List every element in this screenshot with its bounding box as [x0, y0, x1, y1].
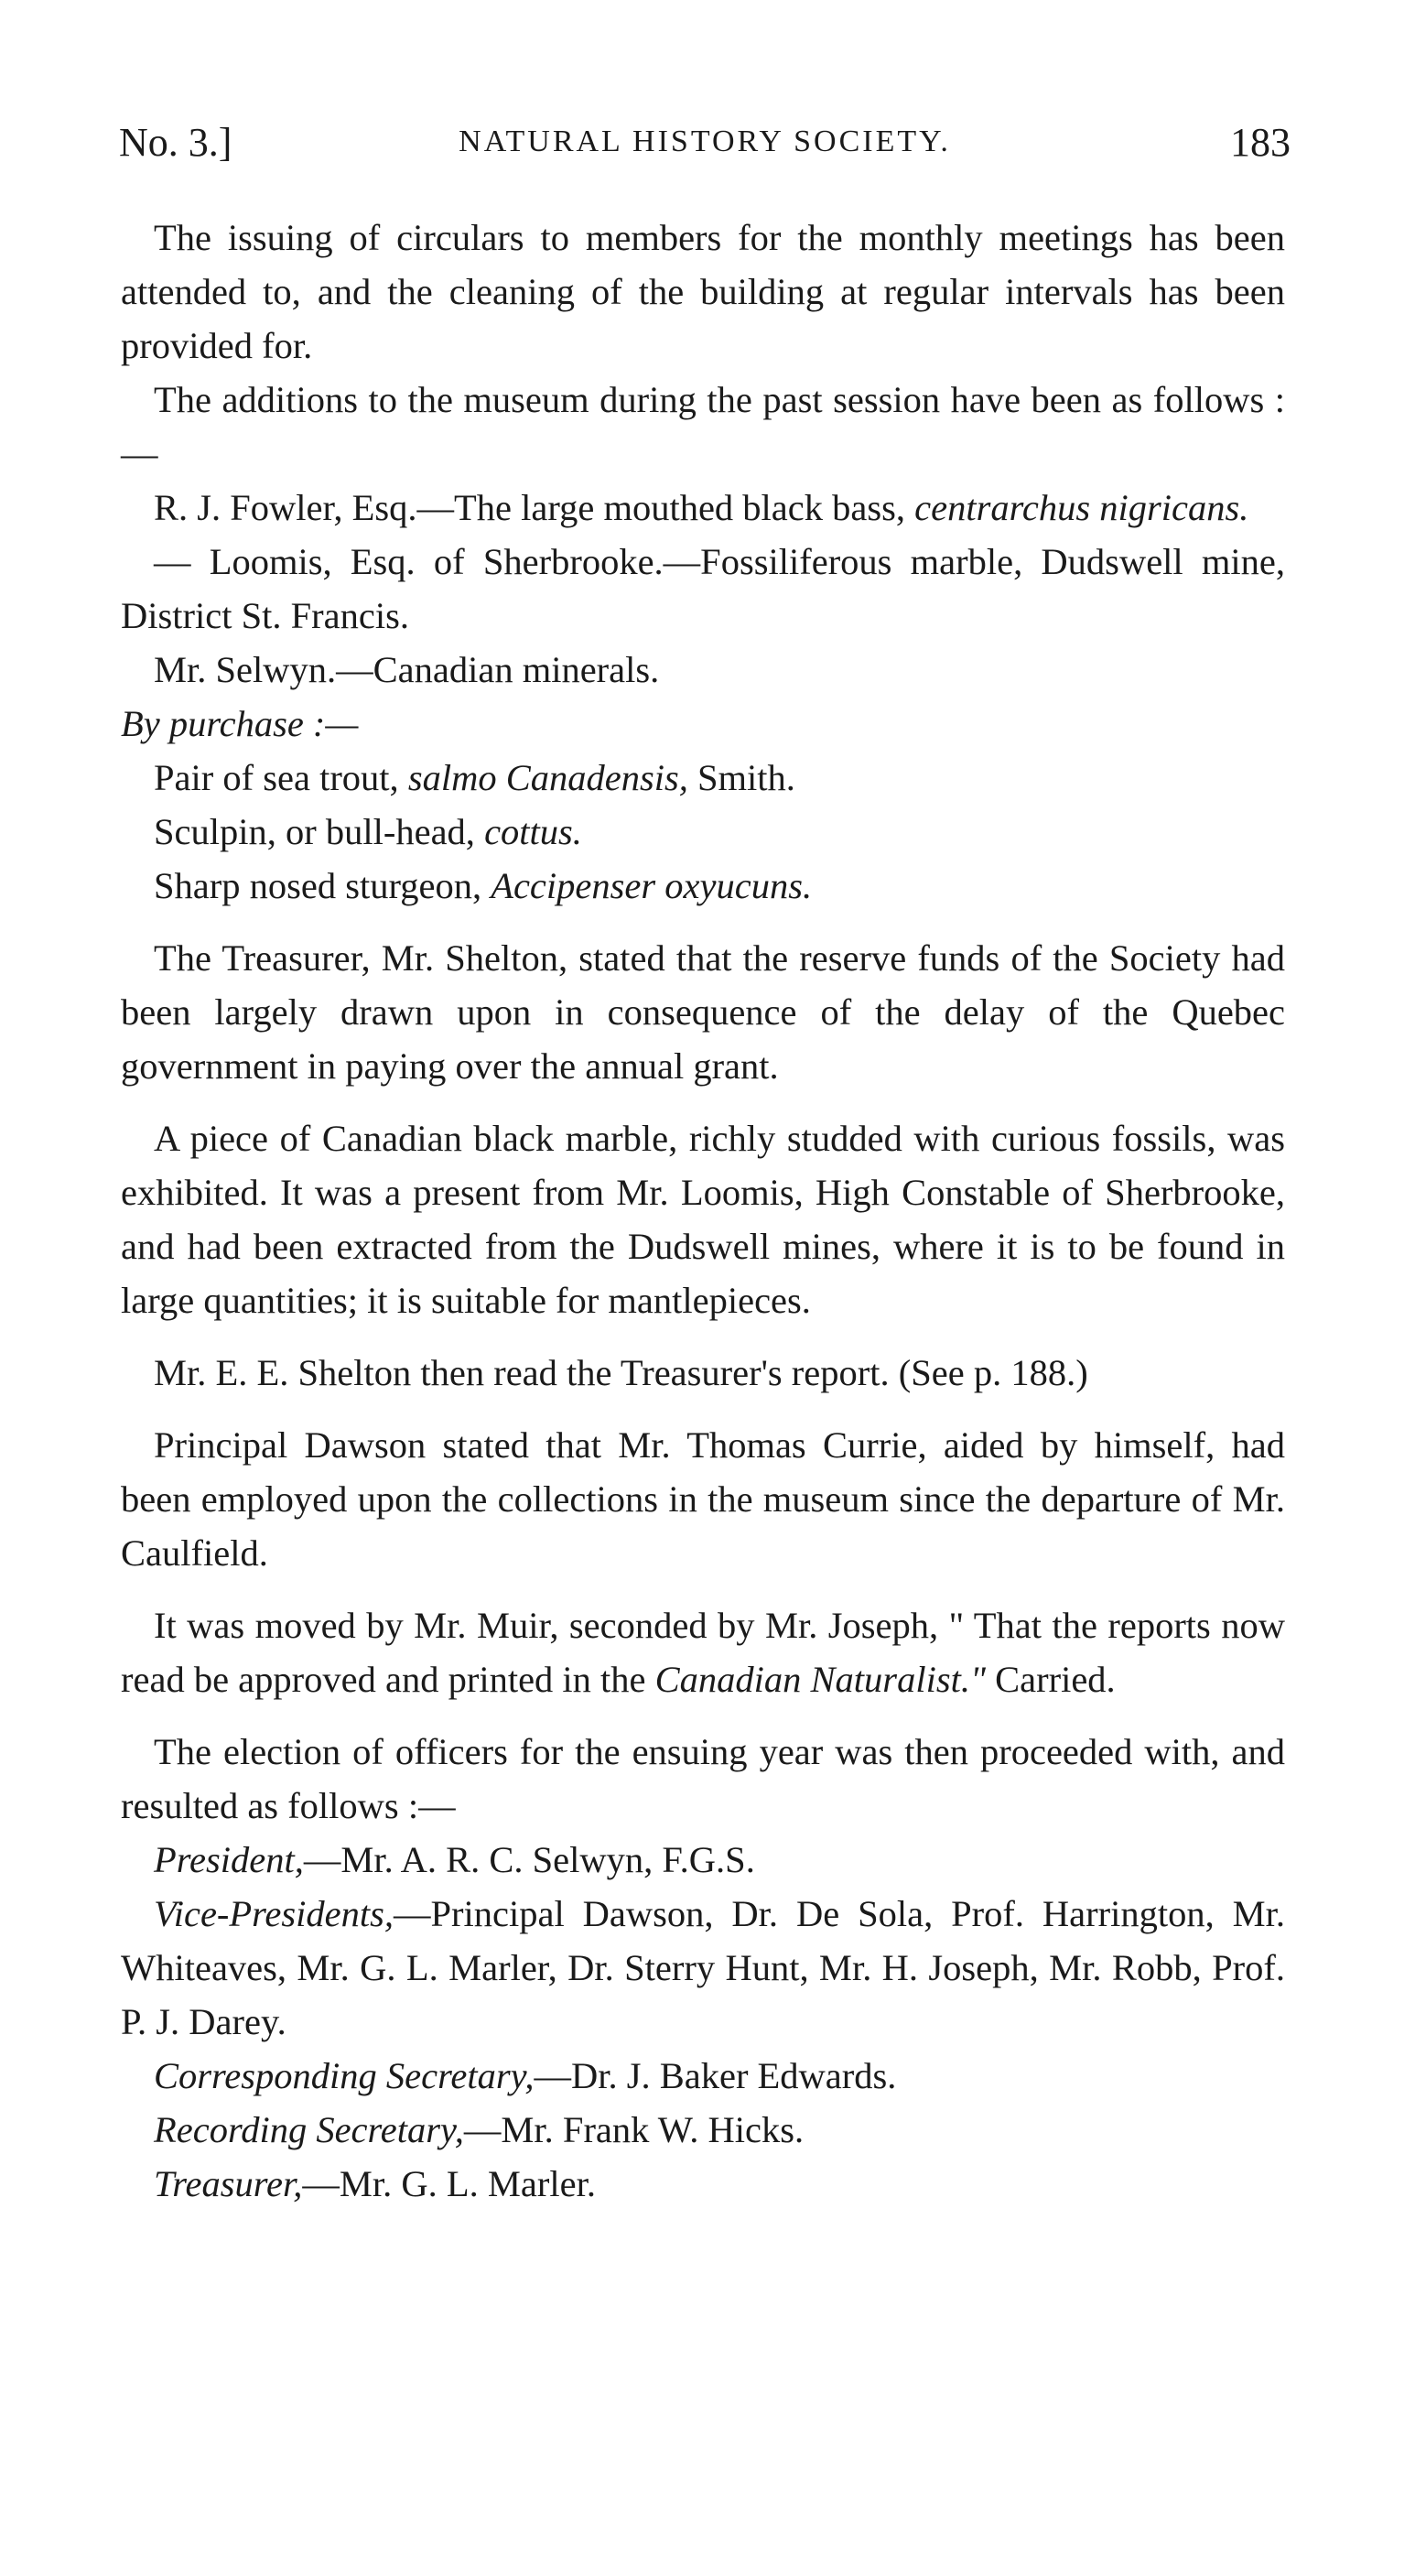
purchase-sturgeon: [121, 859, 1285, 913]
officer-vice-presidents: [121, 1887, 1285, 2049]
president-title: President,: [154, 1839, 304, 1880]
addition-fowler-species: centrarchus nigricans.: [914, 487, 1249, 528]
officer-recording-secretary: [121, 2103, 1285, 2157]
rec-name: —Mr. Frank W. Hicks.: [463, 2109, 805, 2150]
sturgeon-species: Accipenser oxyucuns.: [491, 865, 813, 906]
sculpin-species: cottus.: [484, 811, 582, 852]
running-header: [119, 119, 1291, 174]
purchase-trout: [121, 751, 1285, 805]
motion-end: Carried.: [995, 1659, 1116, 1700]
purchase-sculpin: [121, 805, 1285, 859]
page-number: 183: [1230, 120, 1291, 165]
addition-selwyn: Mr. Selwyn.—Canadian minerals.: [154, 649, 660, 690]
corr-title: Corresponding Secretary,: [154, 2055, 535, 2096]
paragraph-election: The election of officers for the ensuing year was then proceeded with, and resulted as follows :—: [121, 1731, 1285, 1826]
motion-journal: Canadian Naturalist.": [654, 1659, 986, 1700]
paragraph-treasurer: The Treasurer, Mr. Shelton, stated that the reserve funds of the Society had been largely drawn upon in consequence of the delay of the Quebec government in paying over the annual grant.: [121, 937, 1285, 1087]
page-body: [121, 211, 1285, 2211]
corr-name: —Dr. J. Baker Edwards.: [534, 2055, 897, 2096]
trout-text: Pair of sea trout,: [154, 757, 399, 798]
officer-corresponding-secretary: [121, 2049, 1285, 2103]
sculpin-text: Sculpin, or bull-head,: [154, 811, 475, 852]
addition-fowler: [121, 481, 1285, 535]
officer-president: [121, 1833, 1285, 1887]
trout-author: Smith.: [697, 757, 795, 798]
paragraph-motion: [121, 1598, 1285, 1706]
motion-text: It was moved by Mr. Muir, seconded by Mr. Joseph, " That the reports now read be approved and printed in the: [121, 1605, 1285, 1700]
treas-title: Treasurer,: [154, 2163, 303, 2204]
addition-fowler-text: R. J. Fowler, Esq.—The large mouthed black bass,: [154, 487, 905, 528]
issue-number: No. 3.]: [119, 120, 232, 165]
paragraph-marble: A piece of Canadian black marble, richly studded with curious fossils, was exhibited. It was a present from Mr. Loomis, High Constable of Sherbrooke, and had been extracted from the Dudswell mines, where it is to be found in large quantities; it is suitable for mantlepieces.: [121, 1118, 1285, 1321]
sturgeon-text: Sharp nosed sturgeon,: [154, 865, 482, 906]
officer-treasurer: [121, 2157, 1285, 2211]
paragraph-circulars: The issuing of circulars to members for the monthly meetings has been attended to, and the cleaning of the building at regular intervals has been provided for.: [121, 217, 1285, 366]
trout-species: salmo Canadensis,: [407, 757, 688, 798]
rec-title: Recording Secretary,: [154, 2109, 464, 2150]
vp-title: Vice-Presidents,: [154, 1893, 394, 1934]
president-name: —Mr. A. R. C. Selwyn, F.G.S.: [303, 1839, 755, 1880]
paragraph-dawson: Principal Dawson stated that Mr. Thomas Currie, aided by himself, had been employed upon the collections in the museum since the departure of Mr. Caulfield.: [121, 1424, 1285, 1574]
paragraph-report: Mr. E. E. Shelton then read the Treasurer's report. (See p. 188.): [154, 1352, 1088, 1393]
running-title: NATURAL HISTORY SOCIETY.: [459, 124, 951, 158]
purchase-label-text: By purchase :—: [121, 703, 359, 744]
addition-loomis: — Loomis, Esq. of Sherbrooke.—Fossiliferous marble, Dudswell mine, District St. Francis.: [121, 541, 1285, 636]
purchase-label: [121, 697, 1285, 751]
treas-name: —Mr. G. L. Marler.: [302, 2163, 597, 2204]
vp-names: —Principal Dawson, Dr. De Sola, Prof. Harrington, Mr. Whiteaves, Mr. G. L. Marler, Dr. Sterry Hunt, Mr. H. Joseph, Mr. Robb, Prof. P. J. Darey.: [121, 1893, 1285, 2042]
paragraph-additions-intro: The additions to the museum during the past session have been as follows :—: [121, 379, 1285, 474]
